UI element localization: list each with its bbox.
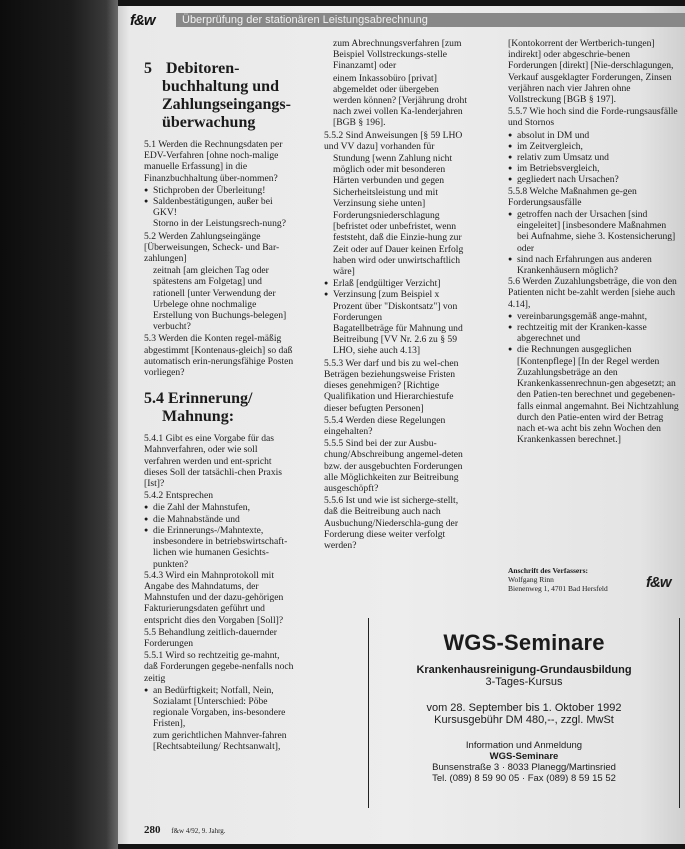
journal-logo-small: f&w bbox=[646, 574, 671, 591]
author-label: Anschrift des Verfassers: bbox=[508, 566, 588, 575]
bullet-item: ● relativ zum Umsatz und bbox=[508, 152, 680, 163]
paragraph: Stundung [wenn Zahlung nicht möglich oder mit besonderen Härten verbunden und gegen Sicherheitsleistung und mit Verzinsung siehe unten] bbox=[333, 153, 453, 209]
bullet-item: ● vereinbarungsgemäß ange-mahnt, bbox=[508, 311, 680, 322]
ad-title: WGS-Seminare bbox=[443, 630, 605, 655]
ad-address: Bunsenstraße 3 · 8033 Planegg/Martinsried bbox=[432, 762, 616, 773]
page-number: 280 bbox=[144, 824, 161, 836]
paragraph: 5.3 Werden die Konten regel-mäßig abgestimmt [Kontenaus-gleich] so daß automatisch erin-nerungsfähige Posten vorliegen? bbox=[144, 333, 294, 379]
column-3 bbox=[508, 38, 680, 445]
ad-subtitle-2: 3-Tages-Kursus bbox=[485, 676, 563, 688]
bullet-item: ● gegliedert nach Ursachen? bbox=[508, 174, 680, 185]
paragraph: Forderungsniederschlagung [befristet oder unbefristet, wenn feststeht, daß die Einzie-hung zur Zeit oder auf Dauer keinen Erfolg haben wird oder unwirtschaftlich wäre] bbox=[333, 210, 464, 278]
bullet-item: ● getroffen nach der Ursachen [sind eingeleitet] [insbesondere Maßnahmen bei Aufnahme, siehe 3. Kostensicherung] oder bbox=[508, 209, 680, 254]
paragraph: Bagatellbeträge für Mahnung und Beitreibung [VV Nr. 2.6 zu § 59 LHO, siehe auch 4.13] bbox=[333, 323, 463, 357]
paragraph: zum gerichtlichen Mahnver-fahren [Rechtsabteilung/ Rechtsanwalt], bbox=[153, 729, 287, 752]
document-page bbox=[118, 6, 685, 844]
page-header bbox=[118, 10, 685, 32]
author-street: Bienenweg 1, 4701 Bad Hersfeld bbox=[508, 584, 608, 593]
ad-dates: vom 28. September bis 1. Oktober 1992 bbox=[426, 702, 622, 714]
bullet-item: ● die Rechnungen ausgeglichen [Kontenpflege] [In der Regel werden Zuzahlungsbeträge an den Krankenkassenrechnun-gen abgesetzt; an den Patien-ten berechnet und gegebenen-falls einmal angemahnt. Bei Nichtzahlung durch den Patie-enten wird der Betrag nach et-wa acht bis zehn Wochen den Krankenkassen berechnet.] bbox=[508, 344, 680, 445]
bullet-item: ● an Bedürftigkeit; Notfall, Nein, Sozialamt [Unterschied: Pöbe regionale Vorgaben, ins-besondere Fristen], bbox=[144, 685, 294, 730]
paragraph: 5.4.3 Wird ein Mahnprotokoll mit Angabe des Mahndatums, der Mahnstufen und der dazu-gehörigen Fakturierungsdaten geführt und entspricht dies den Vorgaben [Soll]? bbox=[144, 569, 284, 626]
bullet-item: ● rechtzeitig mit der Kranken-kasse abgerechnet und bbox=[508, 322, 680, 344]
section-number: 5.4 bbox=[144, 390, 164, 408]
page-footer bbox=[144, 824, 226, 836]
paragraph: zeitnah [am gleichen Tag oder spätestens am Folgetag] und rationell [unter Verwendung der Urbelege ohne nochmalige Erstellung von Buchungs-belegen] verbucht? bbox=[153, 265, 287, 333]
paragraph: 5.5.5 Sind bei der zur Ausbu-chung/Abschreibung angemel-deten bzw. der ausgebuchten Forderungen alle Möglichkeiten zur Beitreibung ausgeschöpft? bbox=[324, 438, 463, 494]
ad-frame bbox=[368, 618, 680, 808]
section-5-4-heading bbox=[144, 390, 294, 426]
author-name: Wolfgang Rinn bbox=[508, 575, 554, 584]
paragraph: 5.4.2 Entsprechen bbox=[144, 490, 214, 502]
bullet-item: ● Saldenbestätigungen, außer bei GKV! bbox=[144, 196, 294, 218]
paragraph: 5.5.6 Ist und wie ist sicherge-stellt, daß die Beitreibung auch nach Ausbuchung/Niederschla-gung der Forderung diese weiter verfolgt werden? bbox=[324, 495, 459, 551]
section-number: 5 bbox=[144, 60, 152, 77]
paragraph: 5.6 Werden Zuzahlungsbeträge, die von den Patienten nicht be-zahlt werden [siehe auch 4.14], bbox=[508, 276, 677, 310]
paragraph: Storno in der Leistungsrech-nung? bbox=[153, 218, 286, 230]
heading-line: überwachung bbox=[162, 114, 256, 131]
section-5-heading bbox=[144, 60, 294, 132]
paragraph: 5.5.8 Welche Maßnahmen ge-gen Forderungsausfälle bbox=[508, 185, 637, 208]
paragraph: 5.5.7 Wie hoch sind die Forde-rungsausfälle und Stornos bbox=[508, 106, 678, 129]
ad-info: Information und Anmeldung bbox=[465, 740, 583, 751]
bullet-item: ● Stichproben der Überleitung! bbox=[144, 185, 294, 196]
journal-logo: f&w bbox=[130, 12, 155, 29]
bullet-item: ● im Zeitvergleich, bbox=[508, 141, 680, 152]
heading-line: Zahlungseingangs- bbox=[162, 96, 291, 113]
bullet-item: ● die Zahl der Mahnstufen, bbox=[144, 502, 294, 513]
paragraph: 5.5.1 Wird so rechtzeitig ge-mahnt, daß Forderungen gegebe-nenfalls noch zeitig bbox=[144, 650, 294, 684]
column-2 bbox=[324, 38, 469, 552]
bullet-item: ● die Mahnabstände und bbox=[144, 514, 294, 525]
bullet-item: ● Erlaß [endgültiger Verzicht] bbox=[324, 278, 469, 289]
paragraph: 5.1 Werden die Rechnungsdaten per EDV-Verfahren [ohne noch-malige manuelle Erfassung] in die Finanzbuchhaltung über-nommen? bbox=[144, 139, 283, 184]
heading-line: Erinnerung/ bbox=[168, 390, 253, 408]
heading-line: Mahnung: bbox=[162, 408, 235, 426]
paragraph: [Kontokorrent der Wertberich-tungen] indirekt] oder abgeschrie-benen Forderungen [direkt] [Nie-derschlagungen, Verkauf ausgeklagter Forderungen, Zinsen verjähren nach vier Jahren ohne Vollstreckung [BGB § 197]. bbox=[508, 38, 674, 106]
paragraph: zum Abrechnungsverfahren [zum Beispiel Vollstreckungs-stelle Finanzamt] oder bbox=[333, 38, 462, 72]
paragraph: 5.5 Behandlung zeitlich-dauernder Forderungen bbox=[144, 626, 277, 649]
bullet-item: ● sind nach Erfahrungen aus anderen Krankenhäusern möglich? bbox=[508, 254, 680, 276]
bullet-item: ● die Erinnerungs-/Mahntexte, insbesondere in betriebswirtschaft-lichen wie humanen Gesichts-punkten? bbox=[144, 525, 294, 570]
bullet-item: ● im Betriebsvergleich, bbox=[508, 163, 680, 174]
paragraph: 5.2 Werden Zahlungseingänge [Überweisungen, Scheck- und Bar-zahlungen] bbox=[144, 230, 280, 265]
seminar-advertisement bbox=[368, 618, 680, 808]
bullet-item: ● Verzinsung [zum Beispiel x Prozent über "Diskontsatz"] von Forderungen bbox=[324, 289, 469, 323]
ad-organisation: WGS-Seminare bbox=[489, 751, 559, 762]
ad-subtitle: Krankenhausreinigung-Grundausbildung bbox=[416, 664, 632, 676]
bullet-item: ● absolut in DM und bbox=[508, 130, 680, 141]
heading-line: buchhaltung und bbox=[162, 78, 279, 95]
paragraph: 5.4.1 Gibt es eine Vorgabe für das Mahnverfahren, oder wie soll verfahren werden und ent-spricht dieses Soll der tatsächli-chen Praxis [Ist]? bbox=[144, 433, 283, 490]
ad-phone: Tel. (089) 8 59 90 05 · Fax (089) 8 59 15 52 bbox=[432, 773, 616, 784]
paragraph: 5.5.2 Sind Anweisungen [§ 59 LHO und VV dazu] vorhanden für bbox=[324, 129, 463, 152]
column-1 bbox=[144, 38, 294, 753]
paragraph: einem Inkassobüro [privat] abgemeldet oder übergeben werden können? [Verjährung droht nach zwei vollen Ka-lenderjahren [BGB § 196]. bbox=[333, 72, 467, 129]
ad-fee: Kursusgebühr DM 480,--, zzgl. MwSt bbox=[434, 714, 614, 726]
heading-line: Debitoren- bbox=[166, 60, 240, 77]
paragraph: 5.5.4 Werden diese Regelungen eingehalten? bbox=[324, 414, 446, 437]
paragraph: 5.5.3 Wer darf und bis zu wel-chen Beträgen beziehungsweise Fristen dieses genehmigen? [Richtige Qualifikation und Hierarchiestufe dieser befugten Personen] bbox=[324, 357, 459, 414]
book-gutter-shadow bbox=[0, 0, 118, 849]
header-title: Überprüfung der stationären Leistungsabrechnung bbox=[182, 14, 428, 26]
journal-reference: f&w 4/92, 9. Jahrg. bbox=[171, 827, 226, 835]
